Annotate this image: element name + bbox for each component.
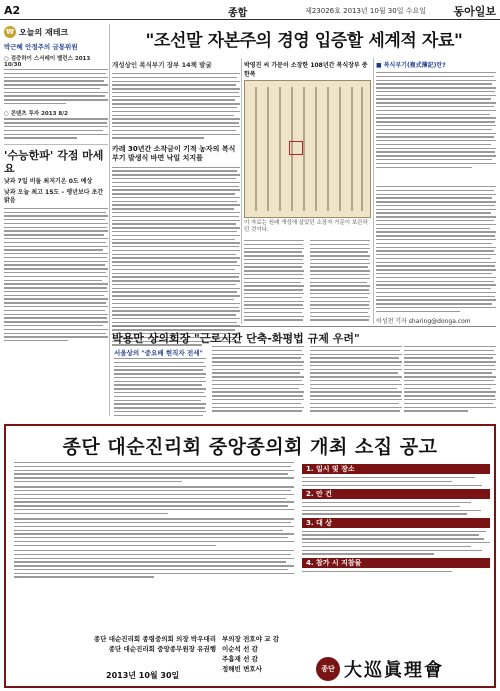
ledger-image	[244, 80, 371, 218]
notice-signatory-names	[222, 634, 302, 674]
second-story-column	[212, 346, 304, 412]
emblem-icon: 종단	[316, 657, 340, 681]
column-divider	[241, 58, 242, 324]
signatory-name: 주흡재 선 감	[222, 655, 258, 663]
side-story-text	[4, 208, 108, 342]
brief-item-head: ○ 콘텐츠 투자 2013 8/2	[4, 111, 68, 118]
brief-title: 박근혜 안정주의 금통위원	[4, 43, 78, 51]
divider	[4, 144, 108, 145]
main-story-column	[112, 60, 240, 346]
main-story-text	[112, 167, 240, 346]
main-story-text	[112, 73, 240, 139]
main-story-column	[376, 186, 496, 325]
brief-tag-label: 오늘의 재테크	[19, 27, 69, 37]
second-story-column	[114, 358, 206, 416]
main-headline: "조선말 자본주의 경영 입증할 세계적 자료"	[145, 31, 463, 51]
side-headline: '수능한파' 각점 마세요	[4, 148, 104, 175]
second-story-column	[404, 346, 496, 412]
notice-body	[14, 462, 294, 582]
brief-item	[4, 109, 108, 138]
brief-text	[4, 118, 108, 138]
main-story-subhead: 개성상인 복식부기 장부 14책 발굴	[112, 61, 212, 69]
coin-icon: ₩	[4, 26, 16, 38]
byline: 이성천 기자 sharing@donga.com	[376, 318, 471, 326]
organization-logo	[316, 656, 444, 682]
seal-stamp	[289, 141, 303, 155]
side-deck-2: 낮과 오늘 최고 15도 – 맹년보다 초간 밝음	[4, 188, 104, 204]
notice-date: 2013년 10월 30일	[106, 671, 180, 680]
notice-signatories	[46, 634, 216, 654]
notice-section-heading: 1. 일시 및 장소	[302, 464, 490, 474]
photo-caption: 이 자료는 원래 개성에 살았던 소장자 가문이 보관하던 것이다.	[244, 220, 368, 233]
divider	[112, 326, 496, 327]
photo-title: 박영진 씨 가문이 소장한 108년간 복식장부 중 한폭	[244, 62, 368, 78]
left-column	[4, 24, 108, 414]
explainer-head: ■ 복식부기(複式簿記)란?	[376, 62, 446, 69]
brief-text	[4, 69, 108, 104]
second-subhead: 서울상의 "중요배 현직자 전세"	[114, 349, 203, 357]
signatory-org: 종단 대순진리회 종령중의회 의장 박우대리	[93, 635, 216, 643]
side-deck-1: 낮과 7일 비둘 최저기온 0도 예상	[4, 177, 93, 185]
signatory-name: 부의장 전호야 교 감	[222, 635, 280, 643]
brief-tag	[4, 26, 108, 38]
brief-item	[4, 54, 108, 104]
signatory-name: 이순석 선 감	[222, 645, 258, 653]
dateline: 제23026호 2013년 10월 30일 수요일	[305, 7, 426, 15]
notice-details	[302, 462, 490, 575]
main-story-pullquote: 카레 30년간 소작금이 기적 농자의 복식부기 발생식 바면 낙일 치지를	[112, 144, 236, 162]
second-story-column	[310, 346, 402, 412]
explainer-text	[376, 72, 496, 168]
section-label: 종합	[228, 8, 248, 19]
signatory-org: 종단 대순진리회 중앙종무원장 유권행	[108, 645, 216, 653]
masthead: 동아일보	[453, 5, 496, 18]
notice-advertisement	[4, 424, 496, 688]
logo-text: 大巡眞理會	[344, 660, 444, 681]
notice-section-heading: 2. 안 건	[302, 489, 490, 499]
explainer-box	[376, 60, 496, 180]
column-divider	[373, 58, 374, 324]
document-photo	[244, 60, 371, 235]
main-story-column	[244, 240, 304, 321]
brief-item-head: ○ 검증하이 스서레이 밸런스 2013 10/30	[4, 56, 91, 68]
notice-section-heading: 3. 대 상	[302, 518, 490, 528]
page-header	[0, 0, 500, 20]
second-headline: 박용만 상의회장 "근로시간 단축-화평법 규제 우려"	[112, 332, 360, 345]
page-number: A2	[4, 4, 21, 17]
column-divider	[109, 24, 110, 416]
main-story-column	[310, 240, 370, 321]
notice-title: 종단 대순진리회 중앙종의회 개최 소집 공고	[62, 436, 438, 458]
signatory-name: 정해빈 변호사	[222, 665, 262, 673]
notice-section-heading: 4. 참가 시 지참물	[302, 558, 490, 568]
